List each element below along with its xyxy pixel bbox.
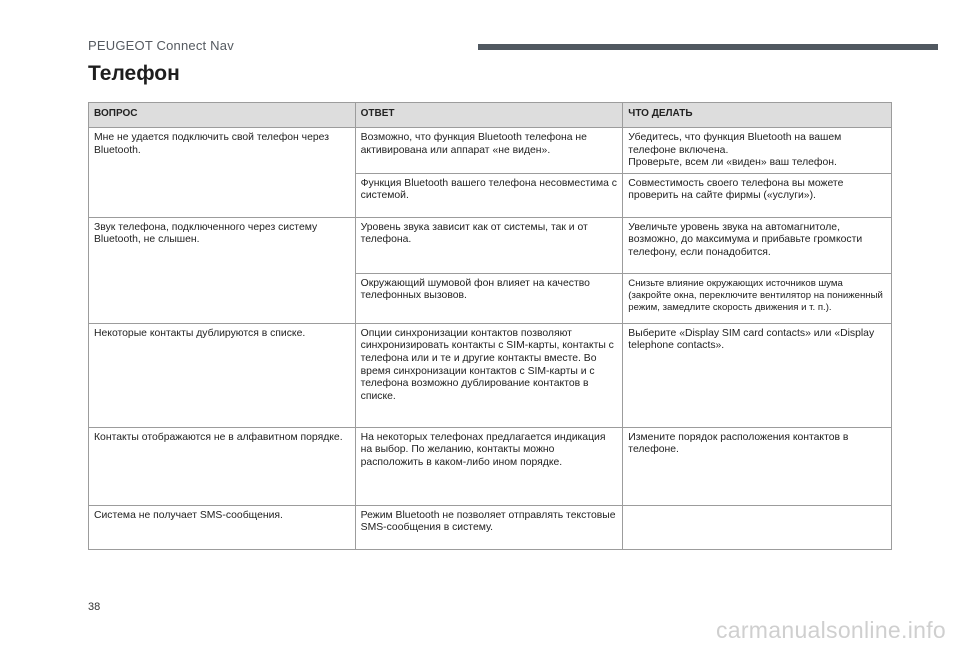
column-header-question: ВОПРОС [89, 103, 356, 128]
table-row [89, 217, 892, 273]
question-cell: Звук телефона, подключенного через систему Bluetooth, не слышен. [89, 217, 356, 323]
question-cell: Мне не удается подключить свой телефон через Bluetooth. [89, 128, 356, 218]
question-cell: Система не получает SMS-сообщения. [89, 505, 356, 549]
question-cell: Некоторые контакты дублируются в списке. [89, 323, 356, 427]
solution-cell: Совместимость своего телефона вы можете проверить на сайте фирмы («услуги»). [623, 173, 892, 217]
answer-cell: Уровень звука зависит как от системы, так и от телефона. [355, 217, 623, 273]
solution-cell: Измените порядок расположения контактов в телефоне. [623, 427, 892, 505]
page-title: Телефон [88, 62, 180, 85]
answer-cell: Функция Bluetooth вашего телефона несовместима с системой. [355, 173, 623, 217]
answer-cell: На некоторых телефонах предлагается индикация на выбор. По желанию, контакты можно расположить в каком-либо ином порядке. [355, 427, 623, 505]
answer-cell: Окружающий шумовой фон влияет на качество телефонных вызовов. [355, 273, 623, 323]
column-header-answer: ОТВЕТ [355, 103, 623, 128]
solution-cell: Выберите «Display SIM card contacts» или «Display telephone contacts». [623, 323, 892, 427]
solution-cell: Увеличьте уровень звука на автомагнитоле, возможно, до максимума и прибавьте громкости телефону, если понадобится. [623, 217, 892, 273]
solution-cell [623, 505, 892, 549]
header-decor-bar [478, 44, 938, 50]
brand-header: PEUGEOT Connect Nav [88, 38, 234, 53]
table-header-row [89, 103, 892, 128]
table-row [89, 427, 892, 505]
solution-cell: Снизьте влияние окружающих источников шума (закройте окна, переключите вентилятор на пониженный режим, замедлите скорость движения и т. п.). [623, 273, 892, 323]
page-number: 38 [88, 601, 101, 613]
answer-cell: Опции синхронизации контактов позволяют синхронизировать контакты с SIM-карты, контакты с телефона или и те и другие контакты вместе. Во время синхронизации контактов с SIM-карты и с телефона возможно дублирование контактов в списке. [355, 323, 623, 427]
table-row [89, 323, 892, 427]
table-row [89, 128, 892, 174]
column-header-solution: ЧТО ДЕЛАТЬ [623, 103, 892, 128]
watermark-text: carmanualsonline.info [715, 617, 946, 643]
solution-cell: Убедитесь, что функция Bluetooth на вашем телефоне включена. Проверьте, всем ли «виден» ваш телефон. [623, 128, 892, 174]
question-cell: Контакты отображаются не в алфавитном порядке. [89, 427, 356, 505]
faq-table [88, 102, 892, 550]
answer-cell: Режим Bluetooth не позволяет отправлять текстовые SMS-сообщения в систему. [355, 505, 623, 549]
answer-cell: Возможно, что функция Bluetooth телефона не активирована или аппарат «не виден». [355, 128, 623, 174]
table-row [89, 505, 892, 549]
